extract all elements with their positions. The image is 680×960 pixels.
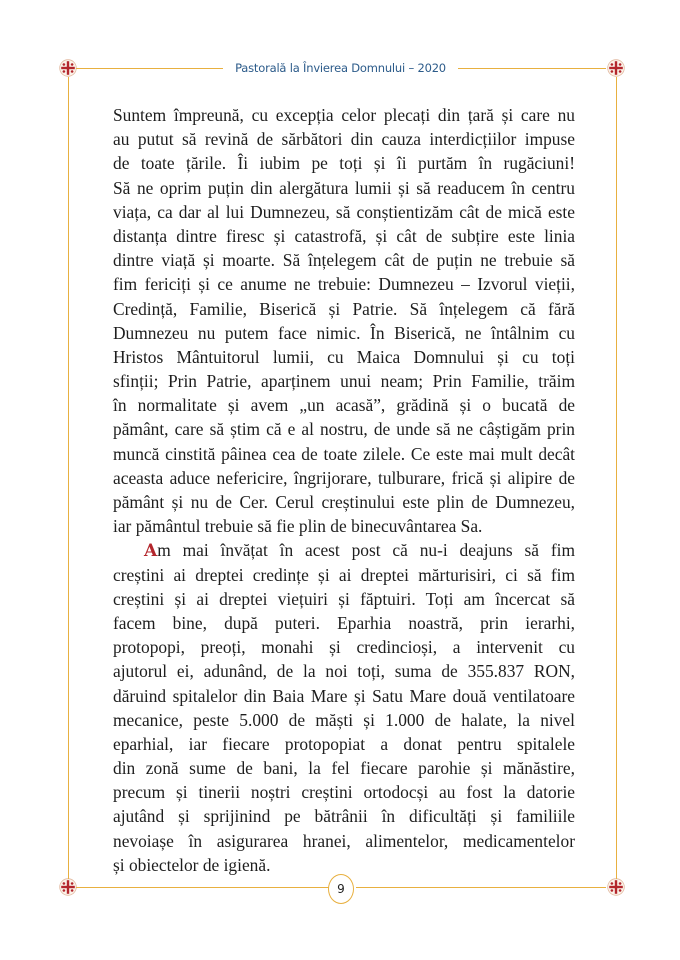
text-line: distanța dintre firesc și catastrofă, și cât de subțire este linia (113, 225, 575, 246)
text-line: precum și tinerii noștri creștini ortodocși au fost la datorie (113, 782, 575, 803)
text-line: Credință, Familie, Biserică și Patrie. Să înțelegem că fără (113, 298, 575, 319)
text-line: muncă cinstită pâinea cea de toate zilele. Ce este mai mult decât (113, 443, 575, 464)
frame-top-rule-left (76, 68, 223, 69)
text-line: sfinții; Prin Patrie, aparținem unui neam; Prin Familie, trăim (113, 371, 575, 392)
paragraph-first-line (113, 538, 575, 562)
text-line: eparhial, iar fiecare protopopiat a donat pentru spitalele (113, 733, 575, 754)
text-line: din zonă sume de bani, la fel fiecare parohie și mănăstire, (113, 758, 575, 779)
text-line: Să ne oprim puțin din alergătura lumii și să readucem în centru (113, 177, 575, 198)
text-line: nevoiașe în asigurarea hranei, alimentelor, medicamentelor (113, 830, 575, 851)
text-line: ajutorul ei, adunând, de la noi toți, suma de 355.837 RON, (113, 661, 575, 682)
jerusalem-cross-icon (607, 59, 625, 77)
page-number-text: 9 (337, 882, 345, 896)
text-line: Hristos Mântuitorul lumii, cu Maica Domnului și cu toți (113, 346, 575, 367)
page-number (328, 874, 354, 904)
text-line: mecanice, peste 5.000 de măști și 1.000 de halate, la nivel (113, 709, 575, 730)
text-line: dăruind spitalelor din Baia Mare și Satu Mare două ventilatoare (113, 685, 575, 706)
body-text (113, 103, 575, 877)
text-line: Suntem împreună, cu excepția celor plecați din țară și care nu (113, 105, 575, 125)
frame-bottom-rule-right (356, 887, 606, 888)
text-line: Dumnezeu nu putem face nimic. În Biserică, ne întâlnim cu (113, 322, 575, 343)
text-line: au putut să revină de sărbători din cauza interdicțiilor impuse (113, 129, 575, 150)
text-line: de toate țările. Îi iubim pe toți și îi purtăm în rugăciuni! (113, 153, 575, 174)
drop-cap: A (144, 541, 158, 562)
text-line: creștini și ai dreptei viețuiri și făptuiri. Toți am încercat să (113, 588, 575, 609)
frame-right-rule (616, 77, 617, 879)
frame-bottom-rule-left (76, 887, 329, 888)
text-line: și obiectelor de igienă. (113, 854, 271, 875)
text-line: facem bine, după puteri. Eparhia noastră, prin ierarhi, (113, 612, 575, 633)
text-line: dintre viață și moarte. Să înțelegem cât de puțin ne trebuie să (113, 250, 575, 271)
text-line: în normalitate și avem „un acasă”, grădină și o bucată de (113, 395, 575, 416)
text-line: pământ și nu de Cer. Cerul creștinului este plin de Dumnezeu, (113, 492, 575, 512)
jerusalem-cross-icon (59, 59, 77, 77)
jerusalem-cross-icon (59, 878, 77, 896)
text-line: iar pământul trebuie să fie plin de binecuvântarea Sa. (113, 516, 483, 537)
text-line: pământ, care să știm că e al nostru, de unde să ne câștigăm prin (113, 419, 575, 440)
paragraph-1 (113, 103, 575, 538)
text-line: fim fericiți și ce anume ne trebuie: Dumnezeu – Izvorul vieții, (113, 274, 575, 295)
text-line: ajutând și sprijinind pe bătrânii în dificultăți și familiile (113, 806, 575, 827)
running-title: Pastorală la Învierea Domnului – 2020 (235, 61, 446, 75)
text-line: aceasta aduce nefericire, îngrijorare, tulburare, frică și alipire de (113, 467, 575, 488)
paragraph-2 (113, 538, 575, 877)
frame-top-rule-right (458, 68, 606, 69)
text-line: viața, ca dar al lui Dumnezeu, să conștientizăm cât de mică este (113, 201, 575, 222)
text-line: creștini ai dreptei credințe și ai dreptei mărturisiri, ci să fim (113, 564, 575, 585)
text-line: protopopi, preoți, monahi și credincioși, a intervenit cu (113, 637, 575, 658)
jerusalem-cross-icon (607, 878, 625, 896)
frame-left-rule (68, 77, 69, 879)
first-line-text: m mai învățat în acest post că nu-i deajuns să fim (157, 540, 575, 561)
